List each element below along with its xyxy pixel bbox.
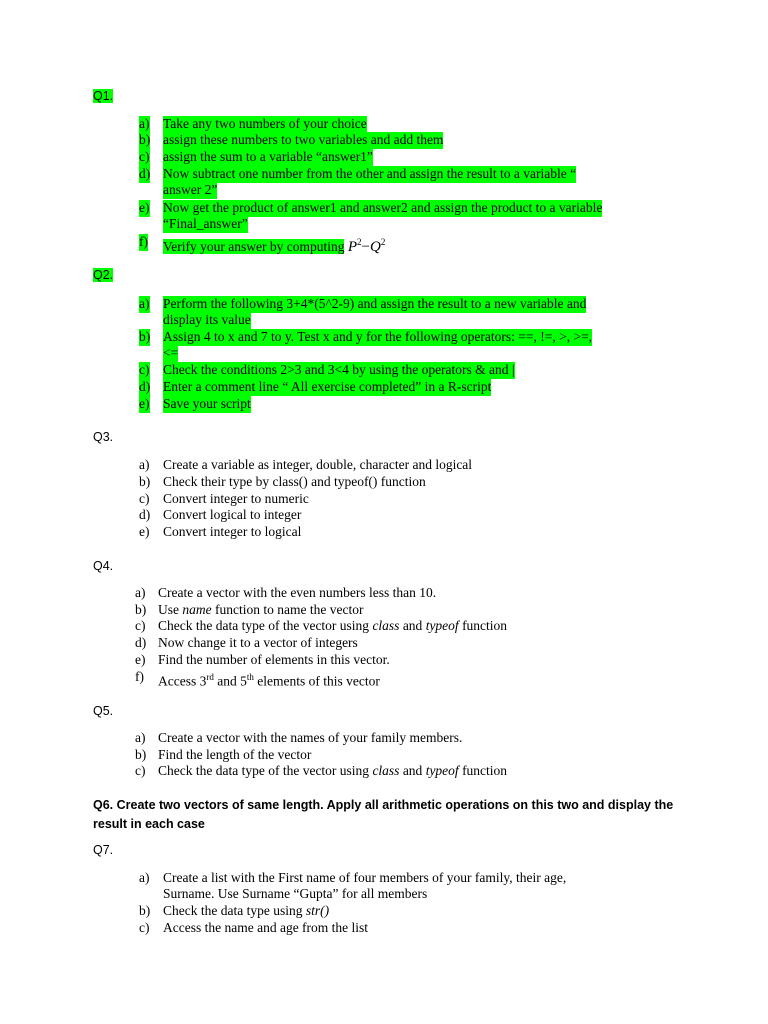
q3-heading: Q3. — [93, 430, 114, 444]
q7-heading: Q7. — [93, 843, 114, 857]
formula: $P^2-Q^2$ — [347, 237, 386, 255]
q2-heading: Q2. — [93, 268, 114, 282]
q1-heading: Q1. — [93, 89, 114, 103]
q5-heading: Q5. — [93, 704, 114, 718]
document-page: Q1. a) Take any two numbers of your choice b) assign these numbers to two variables and add them c) assign the sum to a variable “answer1” d) Now subtract one number from the other and assign the result to a variable “ answer 2” e) Now get the product of answer1 and answer2 and assign the product to a variable “Final_answer” f) Verify your answer by computing $P^2-Q^2$ Q2. a) Perform the following 3+4*(5^2-9) and assign the result to a new variable and display its value b) Assign 4 to x and 7 to y. Test x and y for the following operators: ==, !=, >, >=, <= c) Check the conditions 2>3 and 3<4 by using the operators & and | d) Enter a comment line “ All exercise completed” in a R-script e) Save your script Q3. a) Create a variable as integer, double, character and logical b) Check their type by class() and typeof() function c) Convert integer to numeric d) Convert logical to integer e) Convert integer to logical Q4. a) Create a vector with the even numbers less than 10. b) Use name function to name the vector c) Check the data type of the vector using class and typeof function d) Now change it to a vector of integers e) Find the number of elements in this vector. f) Access 3rd and 5th elements of this vector Q5. a) Create a vector with the names of your family members. b) Find the length of the vector c) Check the data type of the vector using class and typeof function Q6. Create two vectors of same length. Apply all arithmetic operations on this two and display the result in each case Q7. a) Create a list with the First name of four members of your family, their age, Surname. Use Surname “Gupta” for all members b) Check the data type using str() c) Access the name and age from the list — [93, 89, 674, 935]
q4-heading: Q4. — [93, 559, 114, 573]
q6-heading: Q6. Create two vectors of same length. Apply all arithmetic operations on this two and display the result in each case — [93, 798, 674, 831]
